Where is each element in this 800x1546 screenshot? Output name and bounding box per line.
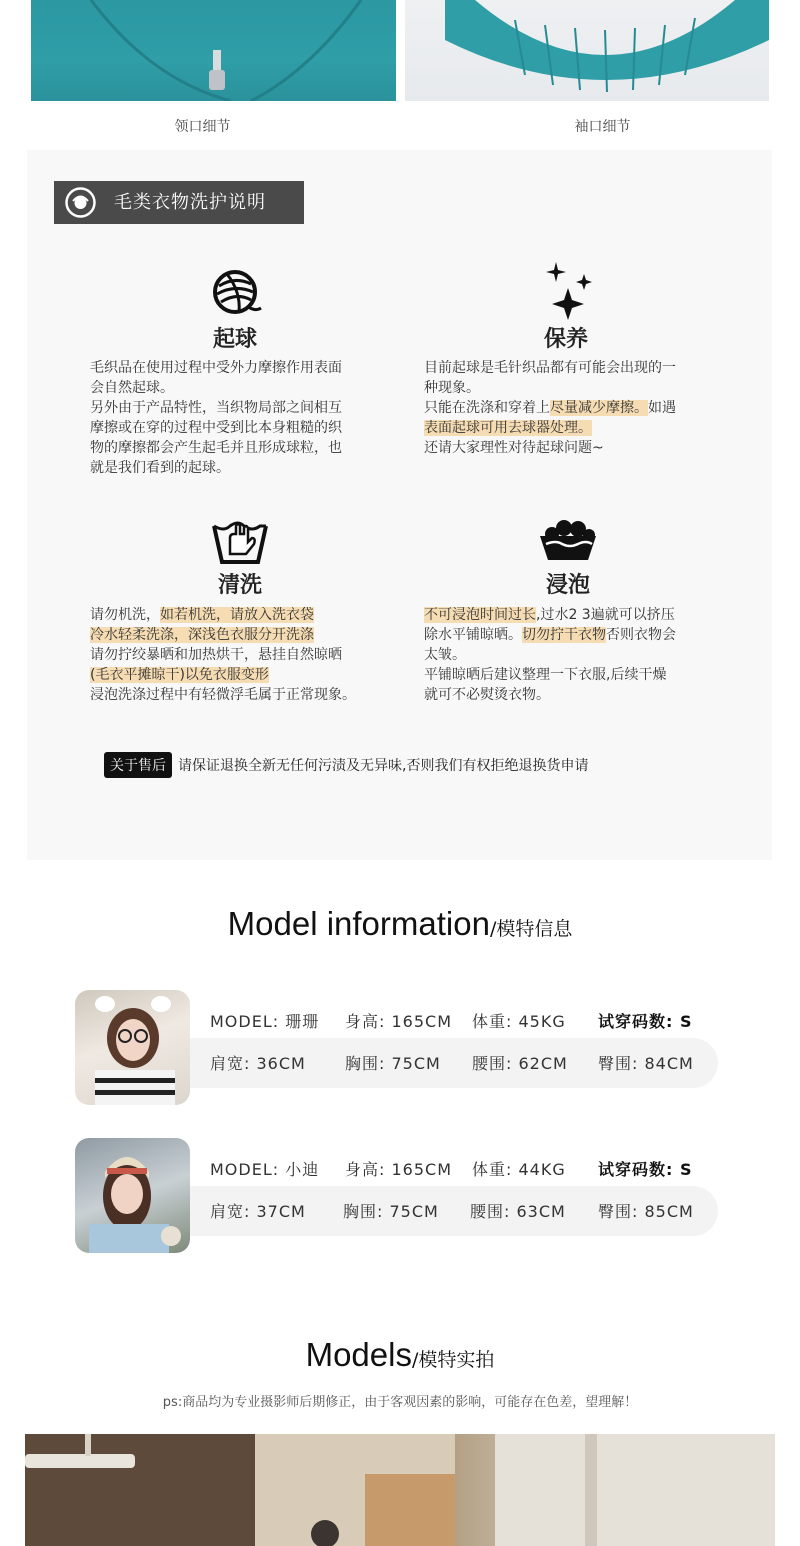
collar-detail-caption: 领口细节: [174, 119, 231, 135]
yarn-ball-icon: [205, 262, 265, 322]
soak-tub-icon: [538, 514, 598, 574]
after-sales-text: 请保证退换全新无任何污渍及无异味,否则我们有权拒绝退换货申请: [178, 758, 589, 774]
model-1-row-1: MODEL: 珊珊 身高: 165CM 体重: 45KG 试穿码数: S: [210, 1012, 693, 1031]
sparkle-icon: [538, 260, 598, 320]
after-sales-tag: 关于售后: [104, 752, 172, 778]
model-1-portrait: [75, 990, 190, 1105]
maintenance-heading: 保养: [543, 327, 588, 352]
care-title-text: 毛类衣物洗护说明: [114, 192, 266, 213]
washing-text: 请勿机洗，如若机洗，请放入洗衣袋 冷水轻柔洗涤，深浅色衣服分开洗涤 请勿拧绞暴晒和加热烘干，悬挂自然晾晒 (毛衣平摊晾干)以免衣服变形 浸泡洗涤过程中有轻微浮毛属于正常现象。: [90, 607, 356, 703]
soaking-heading: 浸泡: [545, 573, 590, 598]
pilling-text: 毛织品在使用过程中受外力摩擦作用表面 会自然起球。 另外由于产品特性，当织物局部之间相互 摩擦或在穿的过程中受到比本身粗糙的织 物的摩擦都会产生起毛并且形成球粒，也 就是我们看到的起球。: [90, 360, 342, 476]
color-difference-note: ps:商品均为专业摄影师后期修正，由于客观因素的影响，可能存在色差，望理解！: [162, 1395, 638, 1410]
soaking-text: 不可浸泡时间过长,过水2 3遍就可以挤压 除水平铺晾晒。切勿拧干衣物否则衣物会 太皱。 平铺晾晒后建议整理一下衣服,后续干燥 就可不必熨烫衣物。: [424, 607, 676, 703]
model-2-row-2: 肩宽: 37CM 胸围: 75CM 腰围: 63CM 臀围: 85CM: [210, 1202, 694, 1221]
model-2-portrait: [75, 1138, 190, 1253]
models-title: Models/模特实拍: [305, 1336, 495, 1373]
care-title-banner: [54, 181, 304, 224]
model-info-title: Model information/模特信息: [227, 905, 573, 942]
cuff-detail-caption: 袖口细节: [574, 119, 631, 135]
collar-zipper-graphic: [31, 0, 396, 101]
wool-badge-icon: [64, 186, 97, 219]
hand-wash-icon: [210, 512, 270, 572]
after-sales-note: [104, 752, 588, 778]
collar-detail-photo: [31, 0, 396, 101]
model-2-row-1: MODEL: 小迪 身高: 165CM 体重: 44KG 试穿码数: S: [210, 1160, 693, 1179]
pilling-heading: 起球: [212, 327, 257, 352]
model-1-row-2: 肩宽: 36CM 胸围: 75CM 腰围: 62CM 臀围: 84CM: [210, 1054, 694, 1073]
washing-heading: 清洗: [217, 573, 262, 598]
cuff-knit-graphic: [405, 0, 769, 101]
cuff-detail-photo: [405, 0, 769, 101]
model-photo-scene: [25, 1434, 775, 1546]
model-1-avatar: [75, 990, 190, 1105]
model-2-avatar: [75, 1138, 190, 1253]
model-photo: [25, 1434, 775, 1546]
maintenance-text: 目前起球是毛针织品都有可能会出现的一 种现象。 只能在洗涤和穿着上尽量减少摩擦。如遇 表面起球可用去球器处理。 还请大家理性对待起球问题~: [424, 360, 676, 456]
